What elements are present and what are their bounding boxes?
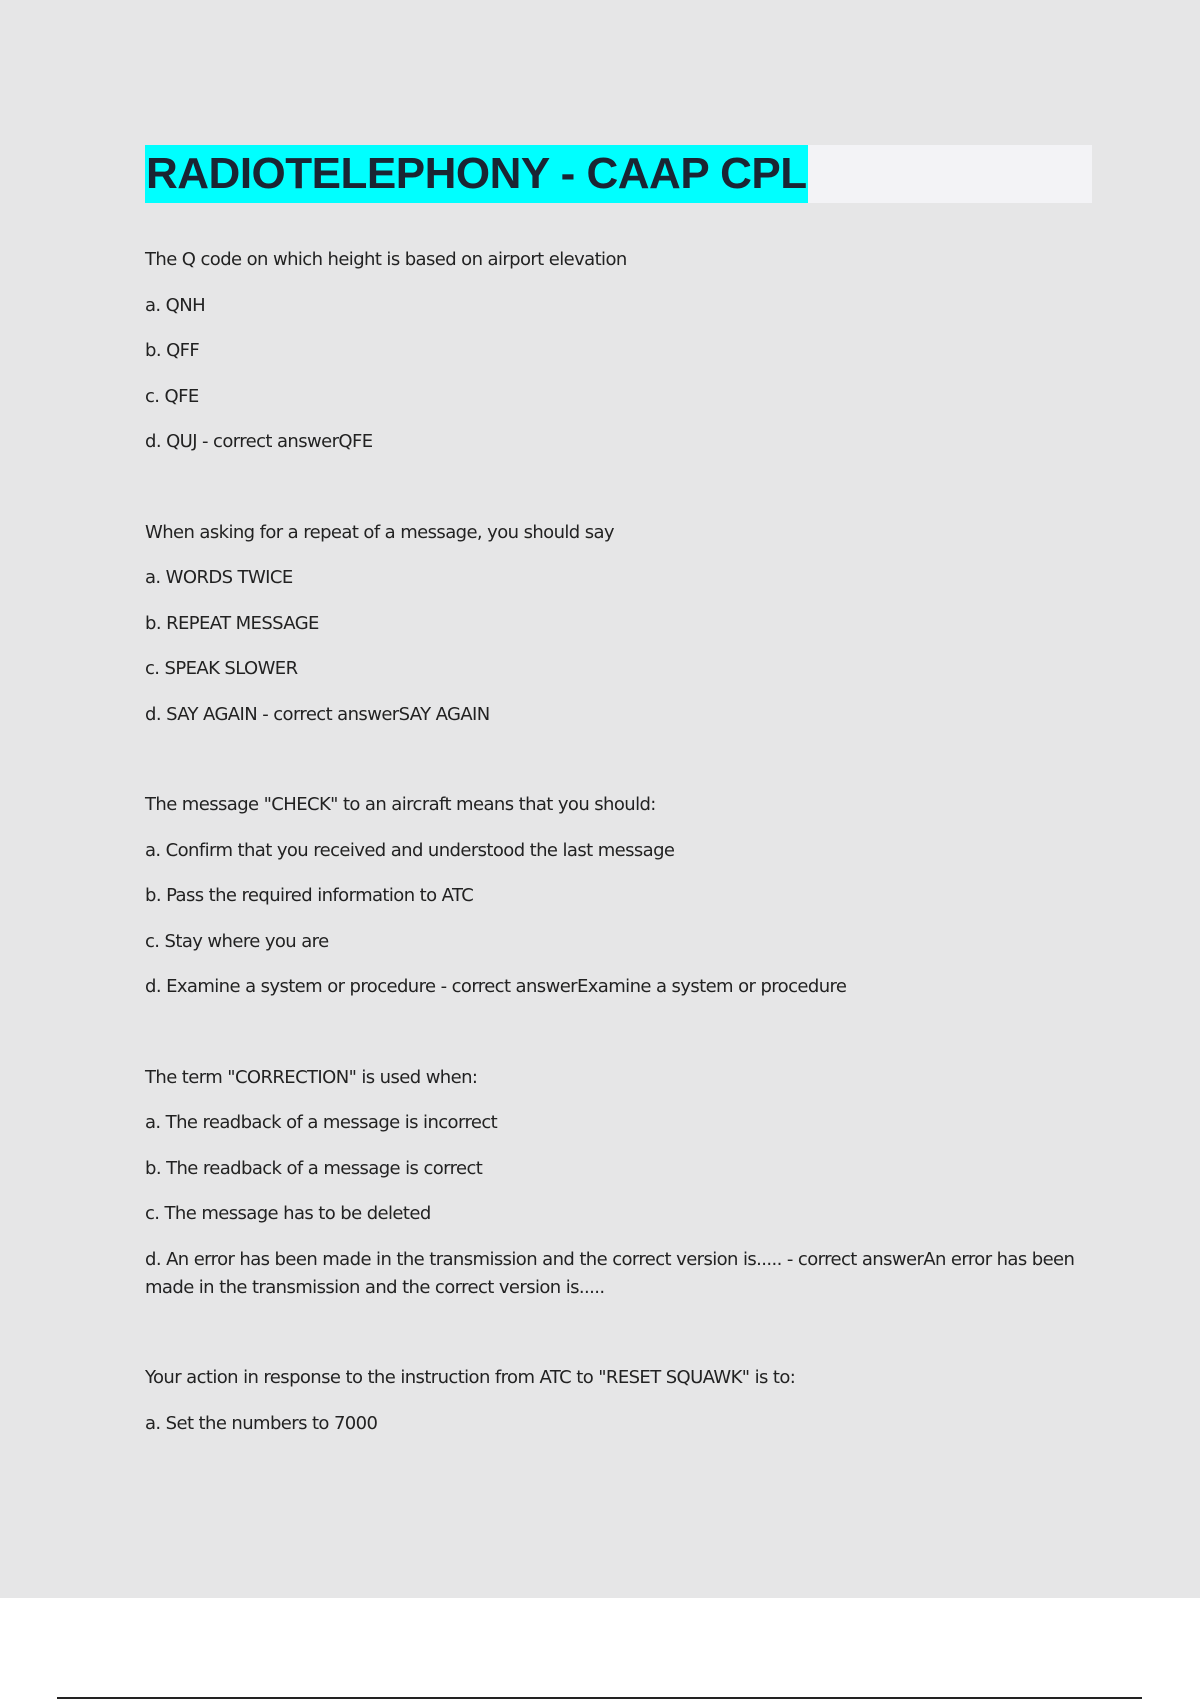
question-text: When asking for a repeat of a message, you should say: [145, 522, 614, 543]
answer-option: d. An error has been made in the transmission and the correct version is..... - correct answerAn error has been made in the transmission and the correct version is.....: [145, 1249, 1075, 1298]
question-text: Your action in response to the instruction from ATC to "RESET SQUAWK" is to:: [145, 1367, 796, 1388]
question-text: The term "CORRECTION" is used when:: [145, 1067, 478, 1088]
answer-option: a. WORDS TWICE: [145, 567, 293, 588]
answer-option: c. QFE: [145, 386, 199, 407]
answer-option: b. The readback of a message is correct: [145, 1158, 483, 1179]
answer-option: a. QNH: [145, 295, 206, 316]
title-bar: [145, 145, 1092, 203]
answer-option: d. SAY AGAIN - correct answerSAY AGAIN: [145, 704, 490, 725]
answer-option: c. Stay where you are: [145, 931, 329, 952]
footer-divider: [57, 1697, 1142, 1699]
answer-option: d. QUJ - correct answerQFE: [145, 431, 373, 452]
answer-option: b. QFF: [145, 340, 200, 361]
answer-option: a. The readback of a message is incorrect: [145, 1112, 498, 1133]
question-text: The message "CHECK" to an aircraft means that you should:: [145, 794, 656, 815]
question-text: The Q code on which height is based on airport elevation: [145, 249, 627, 270]
answer-option: b. Pass the required information to ATC: [145, 885, 474, 906]
answer-option: b. REPEAT MESSAGE: [145, 613, 319, 634]
answer-option: a. Set the numbers to 7000: [145, 1413, 378, 1434]
document-title: RADIOTELEPHONY - CAAP CPL: [145, 145, 808, 203]
answer-option: a. Confirm that you received and understood the last message: [145, 840, 675, 861]
answer-option: d. Examine a system or procedure - correct answerExamine a system or procedure: [145, 976, 847, 997]
answer-option: c. SPEAK SLOWER: [145, 658, 298, 679]
answer-option: c. The message has to be deleted: [145, 1203, 431, 1224]
